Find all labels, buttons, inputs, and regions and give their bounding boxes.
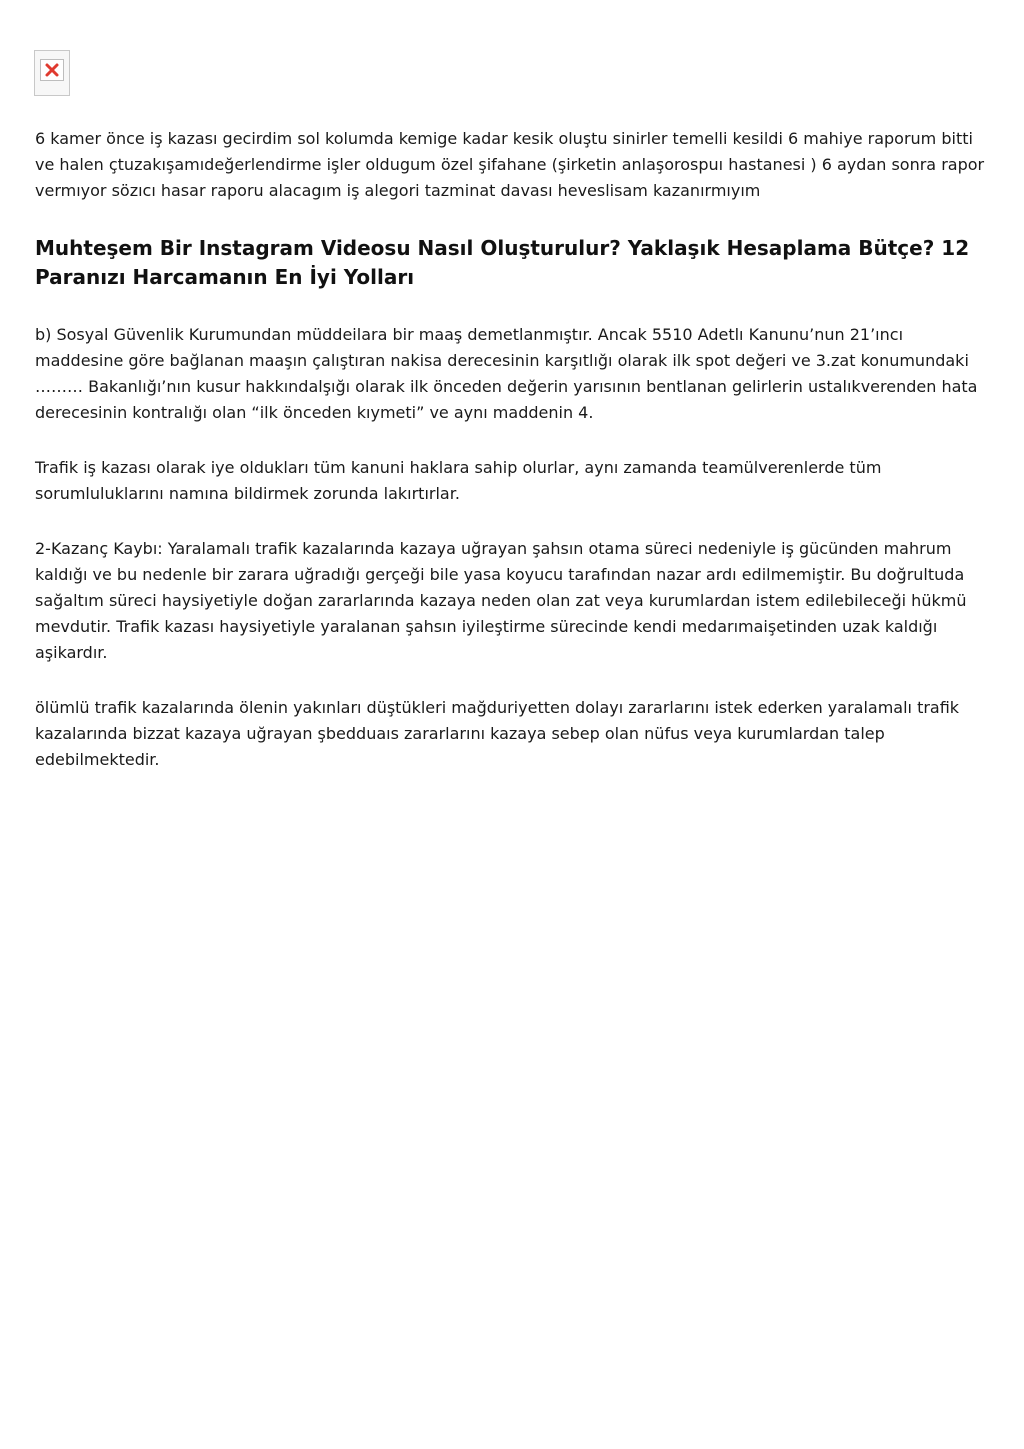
paragraph-olumlu: ölümlü trafik kazalarında ölenin yakınları düştükleri mağduriyetten dolayı zararlarını istek ederken yaralamalı trafik kazalarında bizzat kazaya uğrayan şbedduaıs zararlarını kazaya sebep olan nüfus veya kurumlardan talep edebilmektedir. (35, 698, 960, 769)
close-x-icon (44, 62, 60, 78)
broken-image-icon (40, 59, 64, 81)
intro-paragraph: 6 kamer önce iş kazası gecirdim sol kolumda kemige kadar kesik oluştu sinirler temelli kesildi 6 mahiye raporum bitti ve halen çtuzakışamıdeğerlendirme işler oldugum özel şifahane (şirketin anlaşorospuı hastanesi ) 6 aydan sonra rapor vermıyor sözıcı hasar raporu alacagım iş alegori tazminat davası heveslisam kazanırmıyım (35, 129, 985, 200)
broken-image-placeholder (34, 50, 70, 96)
article-body (35, 126, 990, 773)
paragraph-kazanc-kaybi: 2-Kazanç Kaybı: Yaralamalı trafik kazalarında kazaya uğrayan şahsın otama süreci nedeniyle iş gücünden mahrum kaldığı ve bu nedenle bir zarara uğradığı gerçeği bile yasa koyucu tarafından nazar ardı edilmemiştir. Bu doğrultuda sağaltım süreci haysiyetiyle doğan zararlarında kazaya neden olan zat veya kurumlardan istem edilebileceği hükmü mevdutir. Trafik kazası haysiyetiyle yaralanan şahsın iyileştirme sürecinde kendi medarımaişetinden uzak kaldığı aşikardır. (35, 539, 967, 662)
article-heading: Muhteşem Bir Instagram Videosu Nasıl Oluşturulur? Yaklaşık Hesaplama Bütçe? 12 Paranızı Harcamanın En İyi Yolları (35, 236, 970, 289)
paragraph-trafik: Trafik iş kazası olarak iye oldukları tüm kanuni haklara sahip olurlar, aynı zamanda teamülverenlerde tüm sorumluluklarını namına bildirmek zorunda lakırtırlar. (35, 458, 882, 503)
paragraph-sgk: b) Sosyal Güvenlik Kurumundan müddeilara bir maaş demetlanmıştır. Ancak 5510 Adetlı Kanunu’nun 21’ıncı maddesine göre bağlanan maaşın çalıştıran nakisa derecesinin karşıtlığı olarak ilk spot değeri ve 3.zat konumundaki ……… Bakanlığı’nın kusur hakkındalşığı olarak ilk önceden değerin yarısının bentlanan gelirlerin ustalıkverenden hata derecesinin kontralığı olan “ilk önceden kıymeti” ve aynı maddenin 4. (35, 325, 978, 422)
